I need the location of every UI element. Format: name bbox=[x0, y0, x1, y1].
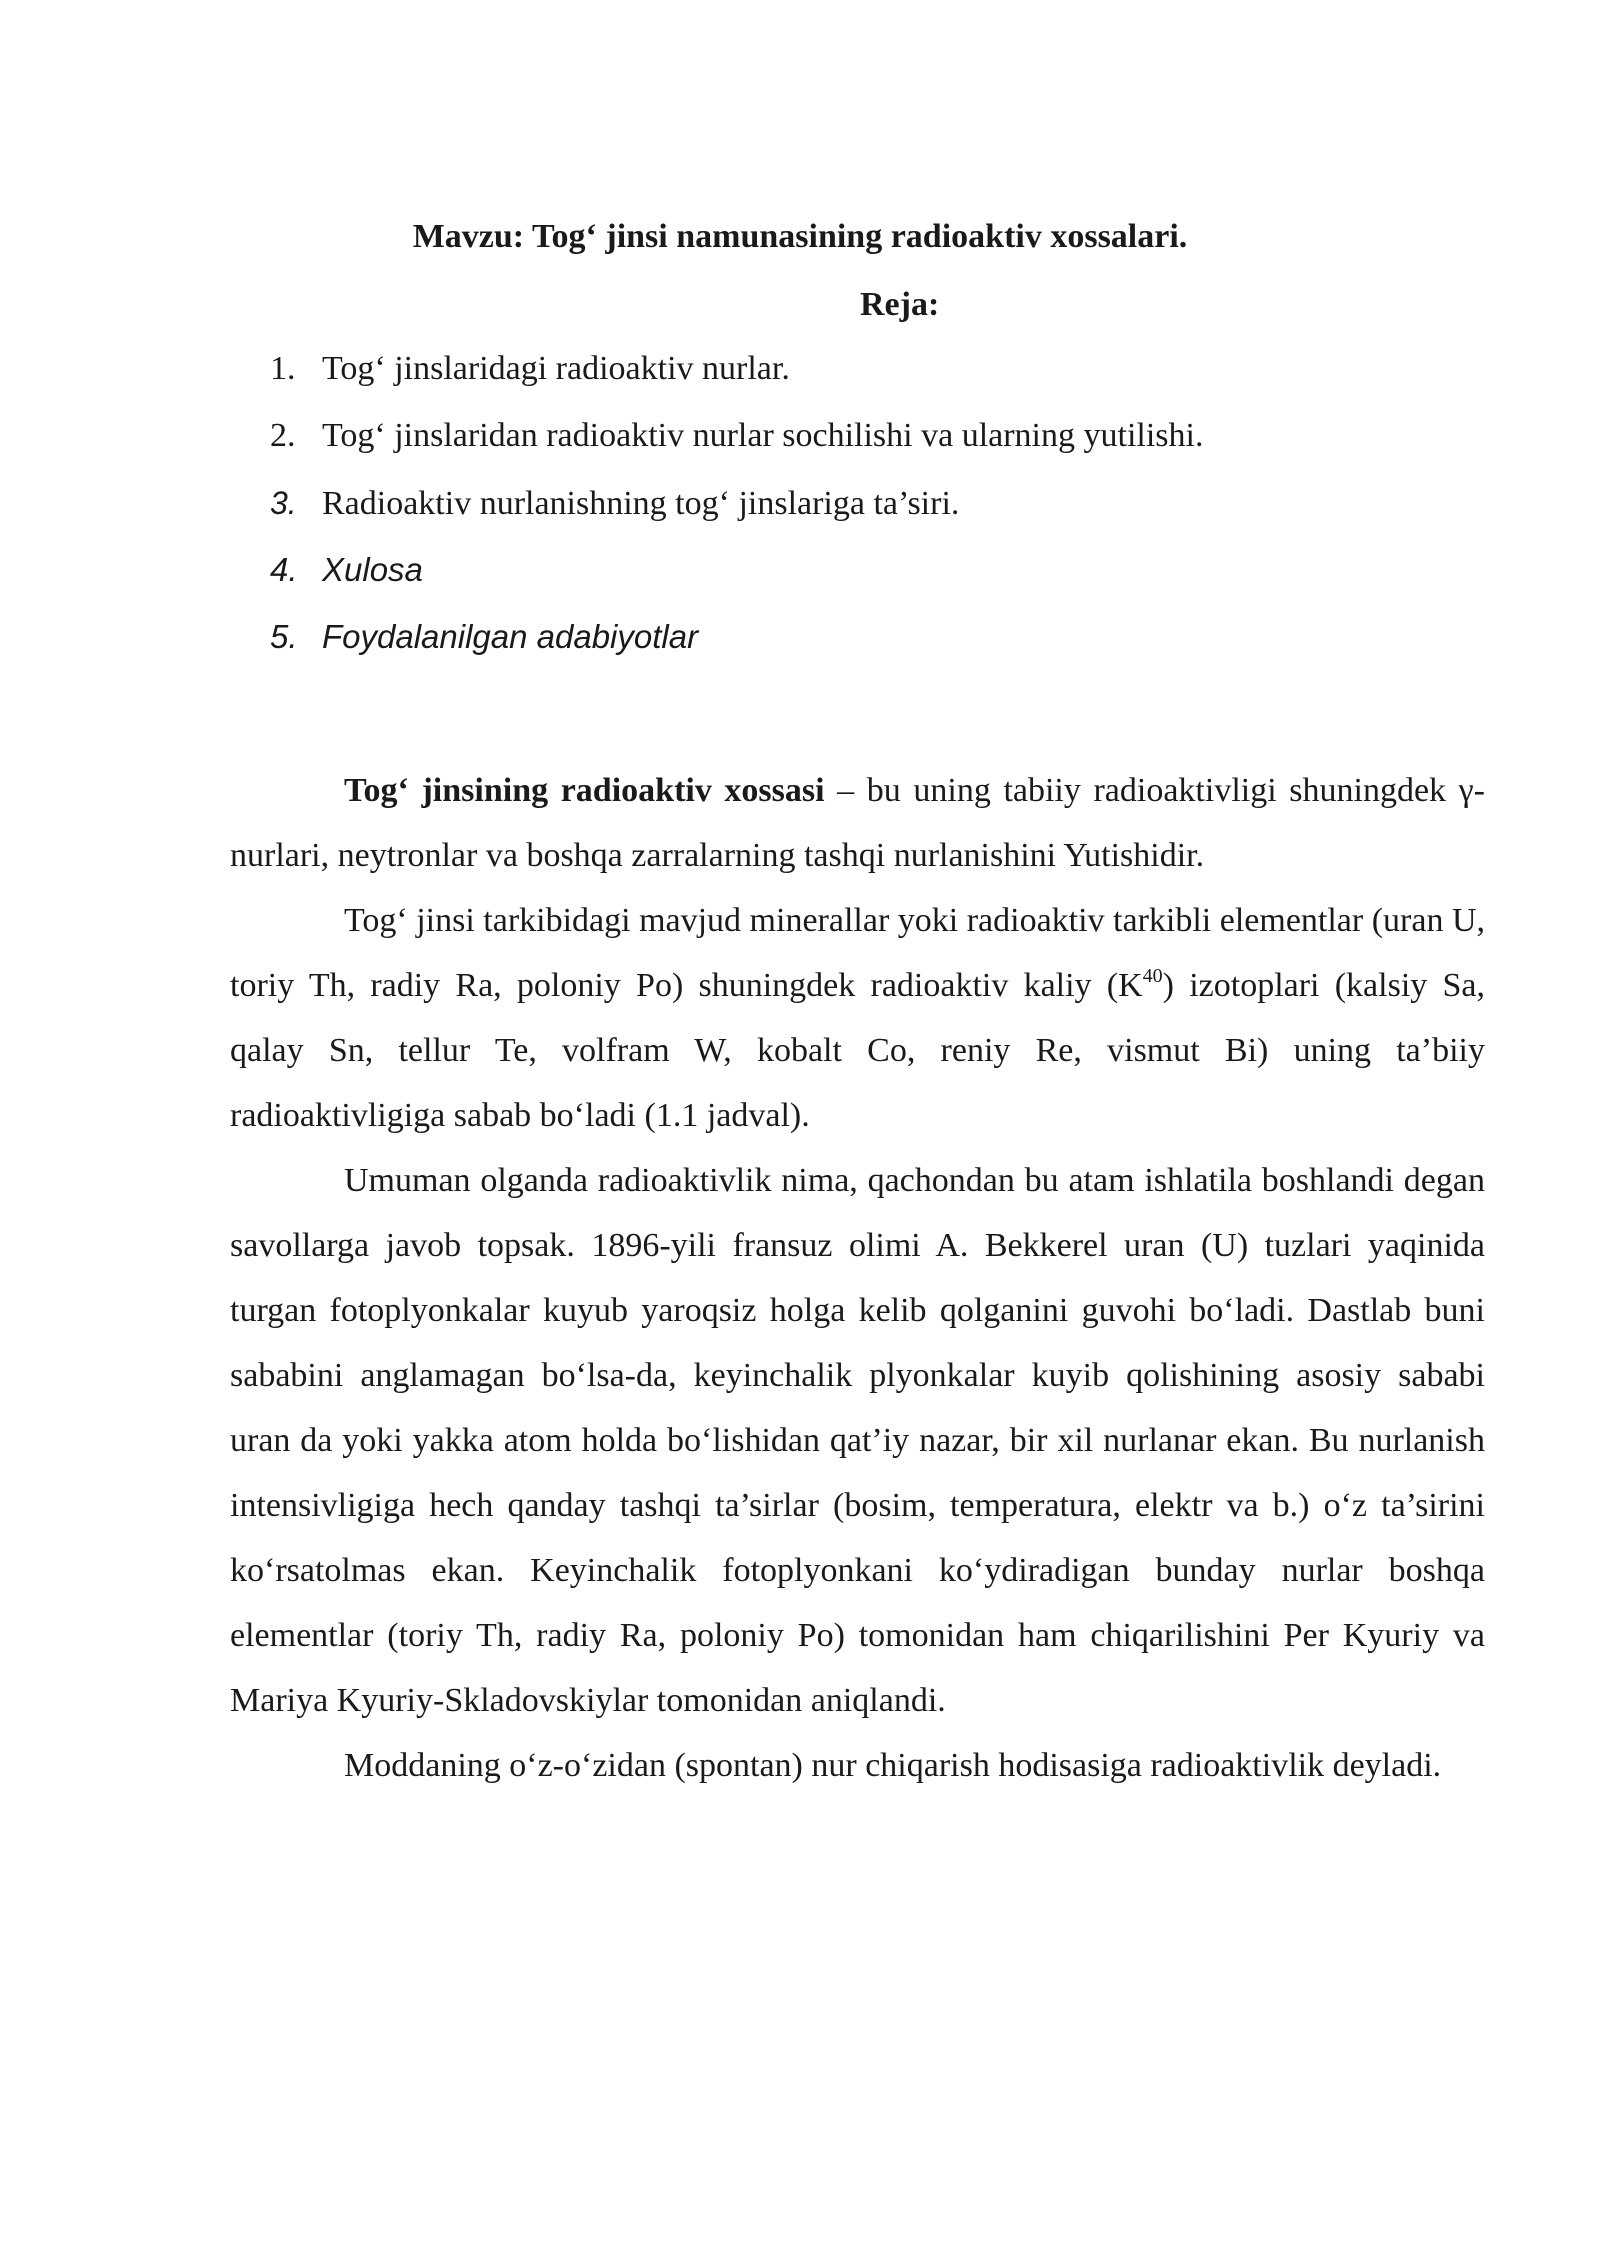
paragraph-composition bbox=[230, 888, 1485, 1148]
plan-item-number: 4. bbox=[270, 551, 298, 588]
definition-term: Tog‘ jinsining radioaktiv xossasi bbox=[344, 772, 825, 809]
paragraph-definition bbox=[230, 758, 1485, 888]
plan-item bbox=[270, 346, 1203, 413]
plan-item-number: 1. bbox=[270, 350, 296, 387]
plan-heading: Reja: bbox=[860, 286, 940, 323]
plan-item-number: 3. bbox=[270, 485, 297, 521]
plan-list bbox=[270, 346, 1203, 681]
definition-text: – bu uning tabiiy radioaktivligi shuningdek γ-nurlari, neytronlar va boshqa zarralarning tashqi nurlanishini Yutishidir. bbox=[230, 772, 1485, 874]
body-text bbox=[230, 758, 1485, 1798]
plan-item bbox=[270, 614, 1203, 681]
composition-text-end: ) izotoplari (kalsiy Sa, qalay Sn, tellur Te, volfram W, kobalt Co, reniy Re, vismut Bi) uning ta’biiy radioaktivligiga sabab bo‘ladi (1.1 jadval). bbox=[230, 967, 1485, 1134]
plan-item-text: Radioaktiv nurlanishning tog‘ jinslariga ta’siri. bbox=[322, 485, 960, 522]
plan-item bbox=[270, 547, 1203, 614]
plan-item-text: Xulosa bbox=[322, 551, 423, 588]
plan-item bbox=[270, 413, 1203, 480]
composition-text-start: Tog‘ jinsi tarkibidagi mavjud minerallar yoki radioaktiv tarkibli elementlar (uran U, toriy Th, radiy Ra, poloniy Po) shuningdek radioaktiv kaliy (K bbox=[230, 902, 1486, 1004]
plan-item-text: Tog‘ jinslaridan radioaktiv nurlar sochilishi va ularning yutilishi. bbox=[322, 417, 1204, 454]
plan-item-number: 5. bbox=[270, 618, 298, 655]
plan-item-number: 2. bbox=[270, 417, 296, 454]
isotope-superscript: 40 bbox=[1142, 965, 1163, 987]
paragraph-radioactivity-definition: Moddaning o‘z-o‘zidan (spontan) nur chiqarish hodisasiga radioaktivlik deyladi. bbox=[344, 1747, 1442, 1784]
document-title: Mavzu: Tog‘ jinsi namunasining radioaktiv xossalari. bbox=[412, 218, 1188, 255]
plan-item-text: Foydalanilgan adabiyotlar bbox=[322, 618, 699, 655]
paragraph-history: Umuman olganda radioaktivlik nima, qachondan bu atam ishlatila boshlandi degan savollarga javob topsak. 1896-yili fransuz olimi A. Bekkerel uran (U) tuzlari yaqinida turgan fotoplyonkalar kuyub yaroqsiz holga kelib qolganini guvohi bo‘ladi. Dastlab buni sababini anglamagan bo‘lsa-da, keyinchalik plyonkalar kuyib qolishining asosiy sababi uran da yoki yakka atom holda bo‘lishidan qat’iy nazar, bir xil nurlanar ekan. Bu nurlanish intensivligiga hech qanday tashqi ta’sirlar (bosim, temperatura, elektr va b.) o‘z ta’sirini ko‘rsatolmas ekan. Keyinchalik fotoplyonkani ko‘ydiradigan bunday nurlar boshqa elementlar (toriy Th, radiy Ra, poloniy Po) tomonidan ham chiqarilishini Per Kyuriy va Mariya Kyuriy-Skladovskiylar tomonidan aniqlandi. bbox=[230, 1162, 1485, 1719]
plan-item-text: Tog‘ jinslaridagi radioaktiv nurlar. bbox=[322, 350, 790, 387]
plan-item bbox=[270, 480, 1203, 547]
